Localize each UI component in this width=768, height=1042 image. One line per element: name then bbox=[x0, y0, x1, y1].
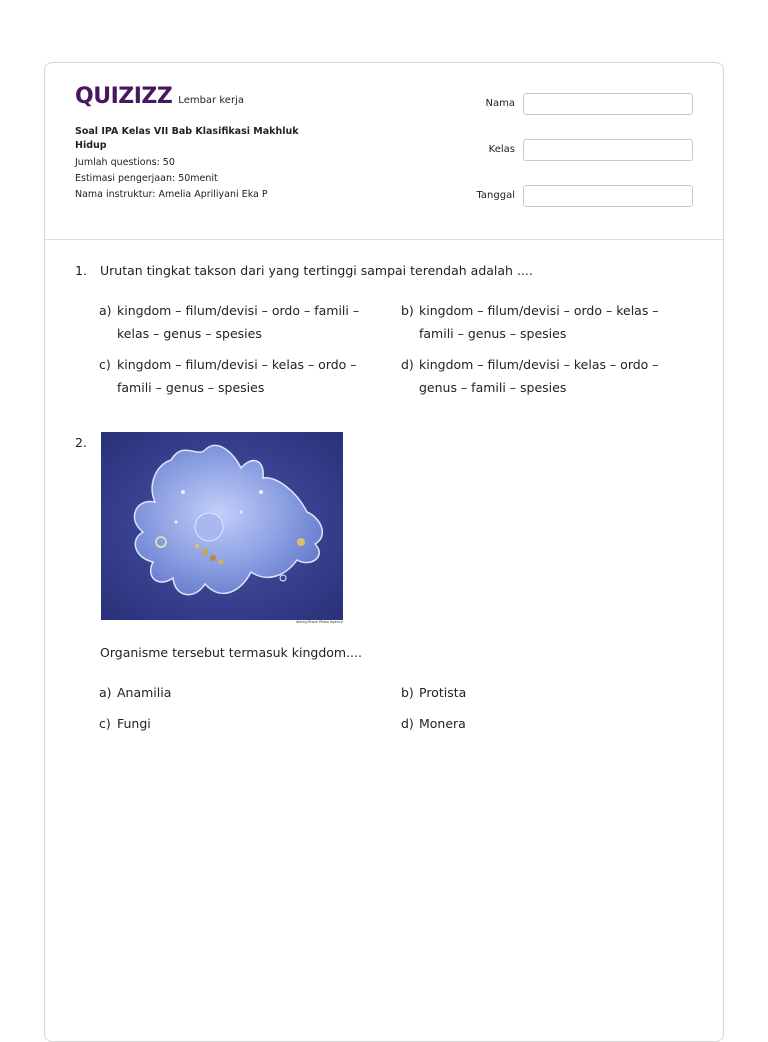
worksheet-card bbox=[44, 62, 724, 1042]
worksheet-header bbox=[45, 63, 723, 240]
amoeba-micrograph bbox=[101, 432, 343, 628]
option-letter: c) bbox=[99, 357, 111, 372]
option-letter: a) bbox=[99, 685, 112, 700]
option-text: Monera bbox=[419, 716, 466, 731]
option-letter: c) bbox=[99, 716, 111, 731]
instructor-name: Nama instruktur: Amelia Apriliyani Eka P bbox=[75, 189, 268, 200]
option-text: kingdom – filum/devisi – ordo – kelas – famili – genus – spesies bbox=[419, 303, 659, 341]
class-field[interactable] bbox=[523, 139, 693, 161]
amoeba-image bbox=[101, 432, 343, 620]
worksheet-title: Soal IPA Kelas VII Bab Klasifikasi Makhluk Hidup bbox=[75, 126, 299, 151]
question-text: Organisme tersebut termasuk kingdom.... bbox=[100, 645, 362, 660]
brand bbox=[75, 85, 244, 109]
option-letter: d) bbox=[401, 716, 414, 731]
name-label: Nama bbox=[485, 98, 515, 109]
questions-count: Jumlah questions: 50 bbox=[75, 157, 175, 168]
option-text: kingdom – filum/devisi – ordo – famili – kelas – genus – spesies bbox=[117, 303, 360, 341]
option-2d[interactable] bbox=[401, 712, 671, 736]
option-text: Fungi bbox=[117, 716, 151, 731]
quizizz-logo: QUIZIZZ bbox=[75, 84, 173, 109]
option-1a[interactable] bbox=[99, 299, 369, 345]
question-number: 2. bbox=[75, 435, 87, 450]
date-label: Tanggal bbox=[476, 190, 515, 201]
class-label: Kelas bbox=[488, 144, 515, 155]
option-letter: d) bbox=[401, 357, 414, 372]
question-text: Urutan tingkat takson dari yang tertinggi sampai terendah adalah .... bbox=[100, 263, 533, 278]
option-text: kingdom – filum/devisi – kelas – ordo – famili – genus – spesies bbox=[117, 357, 357, 395]
option-1b[interactable] bbox=[401, 299, 671, 345]
worksheet-label: Lembar kerja bbox=[178, 95, 244, 106]
image-credit: Alamy/Stock Photo Agency bbox=[295, 620, 343, 624]
question-number: 1. bbox=[75, 263, 87, 278]
name-field[interactable] bbox=[523, 93, 693, 115]
question-2-text bbox=[75, 645, 695, 665]
option-1c[interactable] bbox=[99, 353, 369, 399]
option-letter: a) bbox=[99, 303, 112, 318]
worksheet-meta bbox=[75, 125, 315, 205]
option-letter: b) bbox=[401, 685, 414, 700]
option-2a[interactable] bbox=[99, 681, 369, 705]
option-text: Protista bbox=[419, 685, 467, 700]
question-1 bbox=[75, 263, 695, 283]
option-1d[interactable] bbox=[401, 353, 671, 399]
estimated-time: Estimasi pengerjaan: 50menit bbox=[75, 173, 218, 184]
option-2c[interactable] bbox=[99, 712, 369, 736]
option-text: Anamilia bbox=[117, 685, 172, 700]
date-field[interactable] bbox=[523, 185, 693, 207]
option-2b[interactable] bbox=[401, 681, 671, 705]
option-letter: b) bbox=[401, 303, 414, 318]
option-text: kingdom – filum/devisi – kelas – ordo – genus – famili – spesies bbox=[419, 357, 659, 395]
